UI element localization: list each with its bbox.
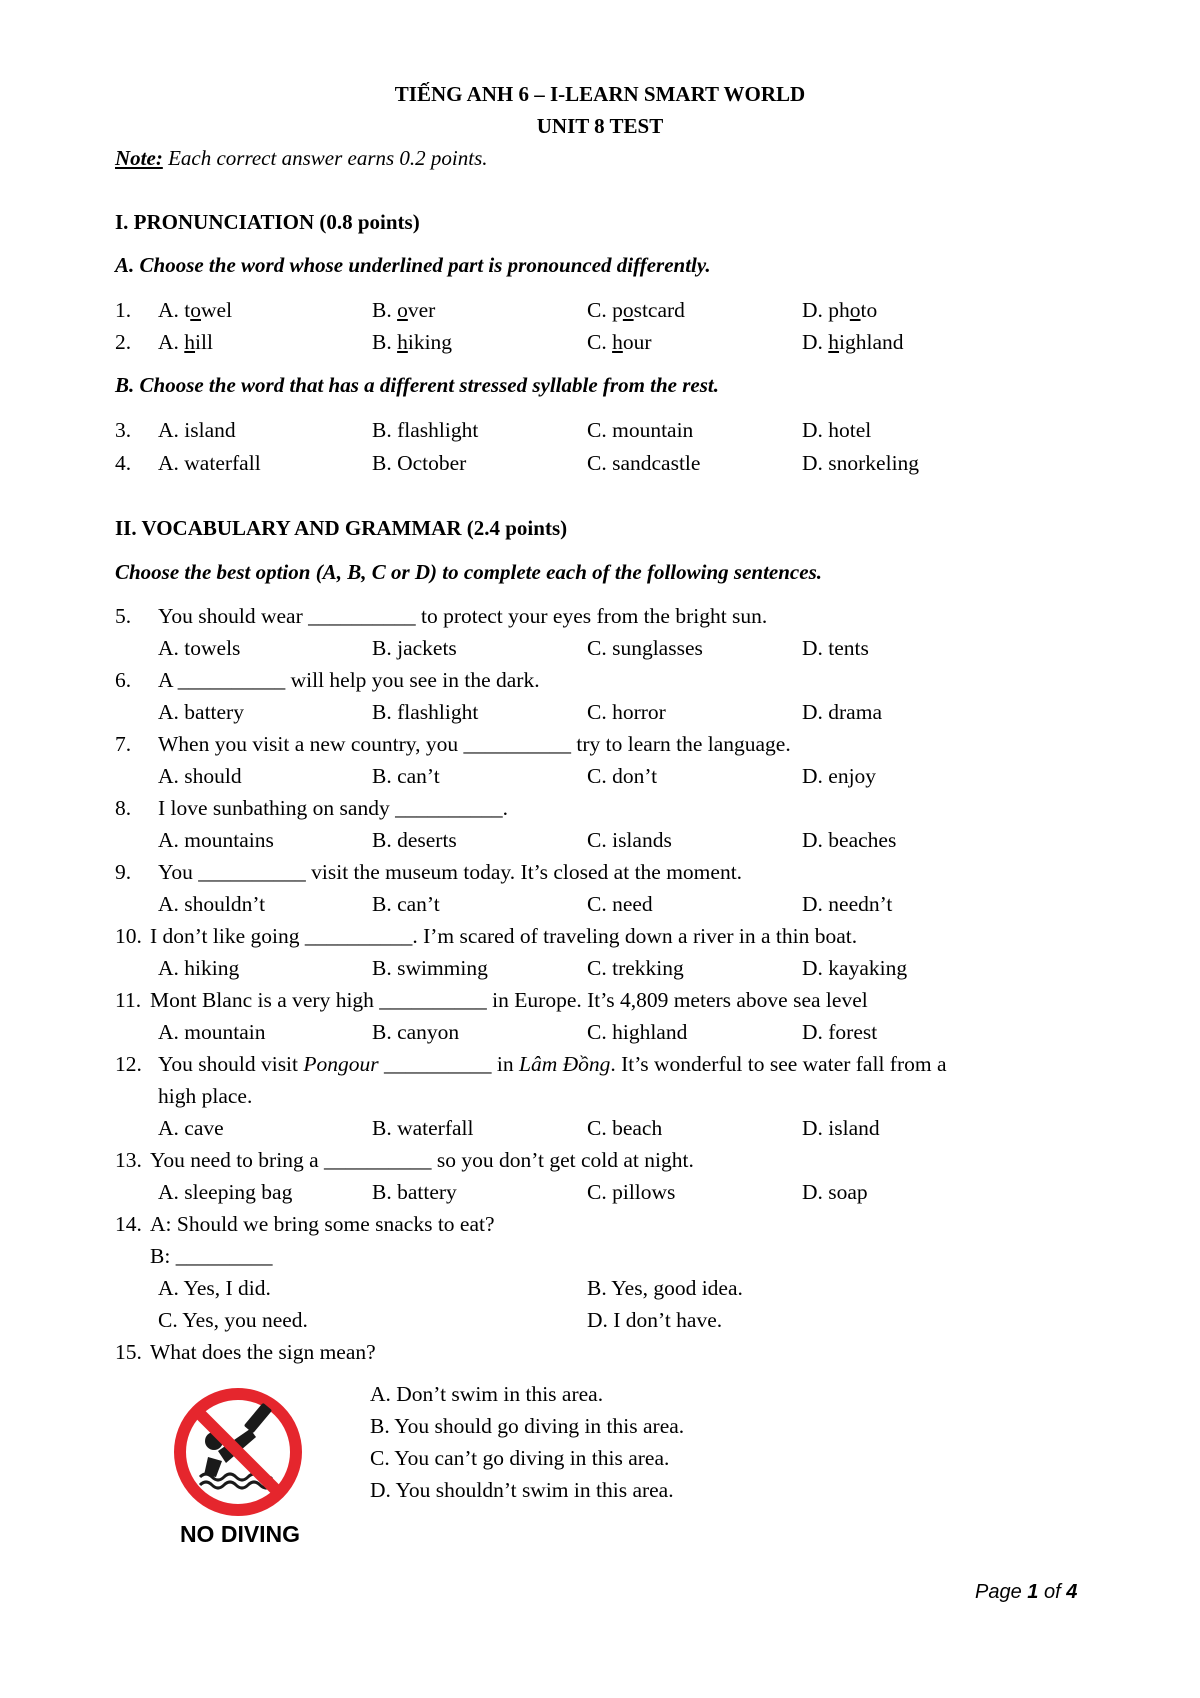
option-b: B. over [372,298,436,322]
question-number: 2. [115,330,132,354]
note [115,146,488,171]
question-number: 6. [115,668,132,692]
option-c: C. need [587,892,653,916]
option-c: C. You can’t go diving in this area. [370,1446,670,1470]
question-14-reply [0,1244,1200,1276]
option-c: C. highland [587,1020,688,1044]
question-13-options [0,1180,1200,1212]
question-stem: You __________ visit the museum today. It’s closed at the moment. [158,860,743,884]
question-11-options [0,1020,1200,1052]
option-b: B. October [372,451,467,475]
question-number: 7. [115,732,132,756]
option-d: D. I don’t have. [587,1308,723,1332]
question-number: 8. [115,796,132,820]
option-c: C. sandcastle [587,451,701,475]
option-d: D. beaches [802,828,897,852]
question-12-options [0,1116,1200,1148]
note-label: Note: [115,146,163,170]
question-number: 1. [115,298,132,322]
question-7 [0,732,1200,764]
question-8-options [0,828,1200,860]
option-b: B. You should go diving in this area. [370,1414,685,1438]
instruction-part-b: B. Choose the word that has a different stressed syllable from the rest. [115,373,719,397]
option-d: D. You shouldn’t swim in this area. [370,1478,674,1502]
option-a: A. waterfall [158,451,261,475]
option-b: B. Yes, good idea. [587,1276,743,1300]
option-c: C. sunglasses [587,636,703,660]
question-stem-continued: high place. [158,1084,253,1108]
question-number: 11. [115,988,142,1012]
option-a: A. towels [158,636,241,660]
question-stem: A: Should we bring some snacks to eat? [150,1212,495,1236]
option-a: A. Yes, I did. [158,1276,271,1300]
question-5 [0,604,1200,636]
option-c: C. postcard [587,298,685,322]
option-b: B. hiking [372,330,453,354]
no-diving-sign [160,1385,320,1555]
question-stem-reply: B: _________ [150,1244,273,1268]
option-b: B. canyon [372,1020,460,1044]
question-2 [0,330,1200,362]
option-b: B. flashlight [372,418,479,442]
question-12 [0,1052,1200,1084]
option-c: C. don’t [587,764,658,788]
option-c: C. pillows [587,1180,676,1204]
document-subtitle: UNIT 8 TEST [536,114,664,138]
option-c: C. Yes, you need. [158,1308,308,1332]
question-number: 10. [115,924,142,948]
option-d: D. hotel [802,418,872,442]
option-a: A. shouldn’t [158,892,266,916]
question-number: 13. [115,1148,142,1172]
note-text: Each correct answer earns 0.2 points. [162,146,488,170]
instruction-part-a: A. Choose the word whose underlined part is pronounced differently. [115,253,711,277]
option-a: A. hill [158,330,213,354]
question-stem: I don’t like going __________. I’m scared of traveling down a river in a thin boat. [150,924,858,948]
option-d: D. soap [802,1180,868,1204]
option-a: A. island [158,418,236,442]
option-c: C. beach [587,1116,663,1140]
option-a: A. towel [158,298,233,322]
question-6 [0,668,1200,700]
question-13 [0,1148,1200,1180]
option-d: D. enjoy [802,764,877,788]
instruction-section-2: Choose the best option (A, B, C or D) to complete each of the following sentences. [115,560,822,584]
option-d: D. kayaking [802,956,908,980]
question-6-options [0,700,1200,732]
option-d: D. forest [802,1020,878,1044]
page-indicator: Page 1 of 4 [975,1581,1078,1603]
option-c: C. trekking [587,956,684,980]
option-b: B. swimming [372,956,488,980]
question-stem: What does the sign mean? [150,1340,376,1364]
option-a: A. should [158,764,242,788]
option-c: C. mountain [587,418,694,442]
question-8 [0,796,1200,828]
question-9 [0,860,1200,892]
question-5-options [0,636,1200,668]
question-1 [0,298,1200,330]
option-a: A. mountains [158,828,274,852]
question-number: 12. [115,1052,142,1076]
option-a: A. sleeping bag [158,1180,293,1204]
option-d: D. snorkeling [802,451,920,475]
section-vocabulary-title: II. VOCABULARY AND GRAMMAR (2.4 points) [115,516,568,540]
question-10 [0,924,1200,956]
option-b: B. can’t [372,764,440,788]
question-number: 15. [115,1340,142,1364]
question-number: 5. [115,604,132,628]
question-10-options [0,956,1200,988]
question-9-options [0,892,1200,924]
question-stem: You should wear __________ to protect your eyes from the bright sun. [158,604,768,628]
option-c: C. islands [587,828,672,852]
document-title: TIẾNG ANH 6 – I-LEARN SMART WORLD [394,82,806,106]
option-b: B. waterfall [372,1116,474,1140]
option-b: B. jackets [372,636,457,660]
question-number: 14. [115,1212,142,1236]
section-pronunciation-title: I. PRONUNCIATION (0.8 points) [115,210,420,234]
question-3 [0,418,1200,450]
question-stem: I love sunbathing on sandy __________. [158,796,508,820]
option-c: C. hour [587,330,652,354]
question-stem: Mont Blanc is a very high __________ in Europe. It’s 4,809 meters above sea level [150,988,868,1012]
question-14 [0,1212,1200,1244]
option-c: C. horror [587,700,666,724]
question-14-options-row-2 [0,1308,1200,1340]
question-4 [0,451,1200,483]
question-stem: When you visit a new country, you __________ try to learn the language. [158,732,791,756]
question-12-continued [0,1084,1200,1116]
question-7-options [0,764,1200,796]
option-d: D. drama [802,700,882,724]
option-a: A. cave [158,1116,224,1140]
question-14-options-row-1 [0,1276,1200,1308]
question-stem: A __________ will help you see in the dark. [158,668,540,692]
option-d: D. photo [802,298,878,322]
question-stem: You need to bring a __________ so you don’t get cold at night. [150,1148,694,1172]
option-a: A. mountain [158,1020,266,1044]
option-b: B. battery [372,1180,457,1204]
option-a: A. Don’t swim in this area. [370,1382,604,1406]
question-number: 9. [115,860,132,884]
question-15 [0,1340,1200,1372]
option-d: D. island [802,1116,880,1140]
question-stem: You should visit Pongour __________ in Lâm Đồng. It’s wonderful to see water fall from a [158,1052,947,1076]
option-d: D. needn’t [802,892,893,916]
question-11 [0,988,1200,1020]
option-b: B. can’t [372,892,440,916]
option-b: B. flashlight [372,700,479,724]
option-b: B. deserts [372,828,457,852]
option-d: D. tents [802,636,869,660]
sign-caption: NO DIVING [179,1521,301,1547]
question-number: 4. [115,451,132,475]
option-a: A. hiking [158,956,240,980]
option-a: A. battery [158,700,244,724]
option-d: D. highland [802,330,904,354]
question-number: 3. [115,418,132,442]
